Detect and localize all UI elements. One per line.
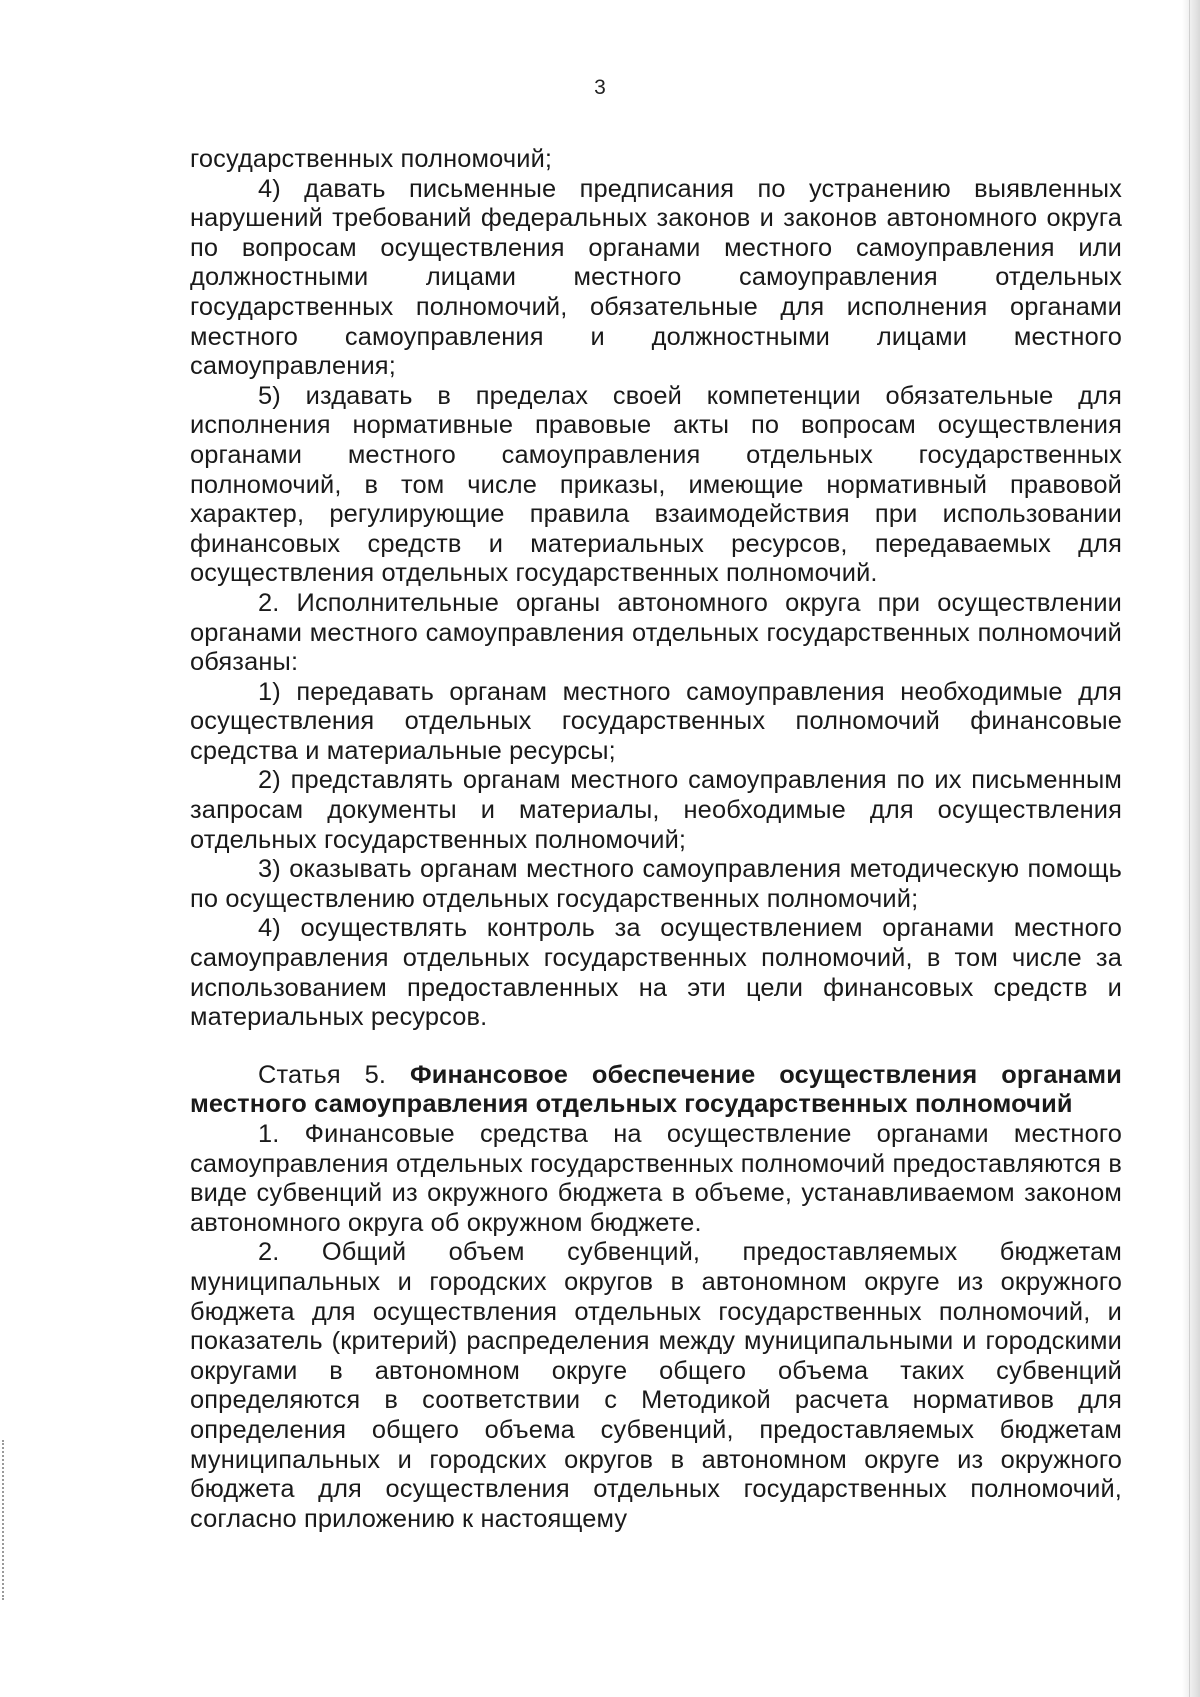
paragraph: 2. Исполнительные органы автономного округа при осуществлении органами местного самоуправления отдельных государственных полномочий обязаны: — [190, 588, 1122, 677]
paragraph: 1) передавать органам местного самоуправления необходимые для осуществления отдельных государственных полномочий финансовые средства и материальные ресурсы; — [190, 677, 1122, 765]
paragraph: 1. Финансовые средства на осуществление органами местного самоуправления отдельных государственных полномочий предоставляются в виде субвенций из окружного бюджета в объеме, устанавливаемом законом автономного округа об окружном бюджете. — [190, 1120, 1122, 1237]
paragraph: 3) оказывать органам местного самоуправления методическую помощь по осуществлению отдельных государственных полномочий; — [190, 855, 1122, 913]
document-body — [190, 145, 1122, 1534]
paragraph: 5) издавать в пределах своей компетенции обязательные для исполнения нормативные правовые акты по вопросам осуществления органами местного самоуправления отдельных государственных полномочий, в том числе приказы, имеющие нормативный правовой характер, регулирующие правила взаимодействия при использовании финансовых средств и материальных ресурсов, передаваемых для осуществления отдельных государственных полномочий. — [190, 381, 1122, 588]
paragraph: государственных полномочий; — [190, 145, 553, 173]
paragraph: 4) осуществлять контроль за осуществлением органами местного самоуправления отдельных государственных полномочий, в том числе за использованием предоставленных на эти цели финансовых средств и материальных ресурсов. — [190, 914, 1122, 1032]
paragraph: 2) представлять органам местного самоуправления по их письменным запросам документы и материалы, необходимые для осуществления отдельных государственных полномочий; — [190, 766, 1122, 854]
article-title: Финансовое обеспечение осуществления органами местного самоуправления отдельных государственных полномочий — [190, 1060, 1122, 1119]
article-heading — [190, 1061, 1122, 1120]
scan-binding-marks — [2, 1440, 7, 1600]
article-label: Статья 5. — [258, 1060, 387, 1089]
paragraph: 4) давать письменные предписания по устранению выявленных нарушений требований федеральных законов и законов автономного округа по вопросам осуществления органами местного самоуправления или должностными лицами местного самоуправления отдельных государственных полномочий, обязательные для исполнения органами местного самоуправления и должностными лицами местного самоуправления; — [190, 174, 1122, 381]
scan-page-edge — [1182, 0, 1200, 1697]
page-number: 3 — [594, 76, 606, 99]
paragraph: 2. Общий объем субвенций, предоставляемых бюджетам муниципальных и городских округов в автономном округе из окружного бюджета для осуществления отдельных государственных полномочий, и показатель (критерий) распределения между муниципальными и городскими округами в автономном округе общего объема таких субвенций определяются в соответствии с Методикой расчета нормативов для определения общего объема субвенций, предоставляемых бюджетам муниципальных и городских округов в автономном округе из окружного бюджета для осуществления отдельных государственных полномочий, согласно приложению к настоящему — [190, 1238, 1122, 1533]
scan-edge-line — [1189, 0, 1190, 1697]
